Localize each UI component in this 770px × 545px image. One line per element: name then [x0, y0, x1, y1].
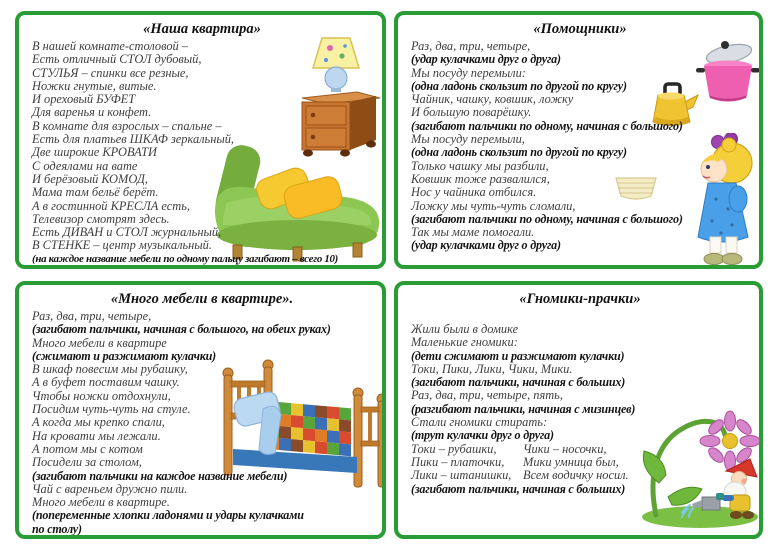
- poem-line: Токи, Пики, Лики, Чики, Мики.: [411, 361, 573, 376]
- poem-line: Есть отличный СТОЛ дубовый,: [32, 52, 202, 67]
- poem-line: Есть для платьев ШКАФ зеркальный,: [32, 132, 235, 147]
- poem-line: Ножки гнутые, витые.: [32, 78, 157, 93]
- poem-line: Мы посуду перемыли:: [411, 65, 526, 80]
- poem-line: Мы посуду перемыли,: [411, 132, 525, 147]
- instruction-line: (загибают пальчики, начиная с большого, на обеих руках): [32, 322, 331, 337]
- poem-line: Только чашку мы разбили,: [411, 158, 549, 173]
- poem-line: Так мы маме помогали.: [411, 225, 535, 240]
- instruction-line: (загибают пальчики по одному, начиная с большого): [411, 211, 683, 226]
- instruction-line: (сжимают и разжимают кулачки): [32, 348, 216, 363]
- poem-line: Для варенья и конфет.: [32, 105, 152, 120]
- poem-line: Телевизор смотрят здесь.: [32, 211, 170, 226]
- instruction-line: (загибают пальчики, начиная с больших): [411, 375, 626, 390]
- instruction-line: (загибают пальчики по одному, начиная с большого): [411, 118, 683, 133]
- poem-line: Много мебели в квартире: [32, 335, 167, 350]
- poem-line: Чтобы ножки отдохнули,: [32, 388, 171, 403]
- poem-line: Лики – штанишки,: [411, 468, 512, 483]
- poem-line: Стали гномики стирать:: [411, 415, 548, 430]
- poem-line: Посидели за столом,: [32, 455, 142, 470]
- card-pomoshchniki: [394, 11, 763, 269]
- instruction-line: (на каждое название мебели по одному пальцу загибают – всего 10): [32, 252, 339, 265]
- gnome-names-columns: [411, 443, 749, 483]
- poem-lines: [32, 310, 372, 536]
- card-title: «Гномики-прачки»: [519, 291, 641, 307]
- card-gnomiki-prachki: [394, 281, 763, 539]
- instruction-line: (удар кулачками друг о друга): [411, 238, 561, 253]
- poem-line: Жили были в домике: [411, 322, 519, 336]
- instruction-line: по столу): [32, 521, 82, 536]
- poem-line: И ореховый БУФЕТ: [32, 92, 136, 107]
- instruction-line: (одна ладонь скользит по другой по кругу): [411, 145, 627, 160]
- poem-line: Много мебели в квартире.: [32, 495, 170, 510]
- poem-line: Раз, два, три, четыре, пять,: [411, 388, 563, 403]
- poem-line: Чики – носочки,: [523, 441, 607, 456]
- poem-line: Раз, два, три, четыре,: [32, 309, 152, 323]
- poem-line: Посидим чуть-чуть на стуле.: [32, 402, 191, 417]
- instruction-line: (попеременные хлопки ладонями и удары кулачками: [32, 508, 304, 523]
- card-title: «Помощники»: [533, 21, 627, 37]
- poem-line: СТУЛЬЯ – спинки все резные,: [32, 65, 189, 80]
- poem-line: Ковшик тоже развалился,: [411, 171, 550, 186]
- poem-line: Нос у чайника отбился.: [411, 185, 537, 200]
- instruction-line: (трут кулачки друг о друга): [411, 428, 554, 443]
- poem-line: И большую поварёшку.: [411, 105, 532, 120]
- poem-line: И берёзовый КОМОД,: [32, 171, 148, 186]
- poem-line: Есть ДИВАН и СТОЛ журнальный,: [32, 225, 222, 240]
- poem-line: А в буфет поставим чашку.: [32, 375, 180, 390]
- instruction-line: (загибают пальчики, начиная с больших): [411, 481, 626, 496]
- poem-line: Всем водичку носил.: [523, 468, 629, 483]
- poem-line: В нашей комнате-столовой –: [32, 39, 189, 53]
- card-title: «Много мебели в квартире».: [110, 291, 294, 307]
- instruction-line: (удар кулачками друг о друга): [411, 52, 561, 67]
- poem-line: А когда мы крепко спали,: [32, 415, 165, 430]
- poem-lines: [411, 40, 749, 253]
- instruction-line: (загибают пальчики на каждое название мебели): [32, 468, 288, 483]
- poem-line: Маленькие гномики:: [411, 335, 518, 350]
- card-mnogo-mebeli: [15, 281, 386, 539]
- poem-line: Чай с вареньем дружно пили.: [32, 481, 188, 496]
- poem-line: Чайник, чашку, ковшик, ложку: [411, 92, 574, 107]
- gnome-names-left: [411, 443, 523, 483]
- poem-lines: [411, 323, 749, 443]
- poem-line: На кровати мы лежали.: [32, 428, 161, 443]
- instruction-line: (дети сжимают и разжимают кулачки): [411, 348, 625, 363]
- poem-line: Раз, два, три, четыре,: [411, 39, 531, 53]
- poem-line: А потом мы с котом: [32, 441, 143, 456]
- poem-line: А в гостинной КРЕСЛА есть,: [32, 198, 190, 213]
- instruction-line: (разгибают пальчики, начиная с мизинцев): [411, 401, 636, 416]
- poem-line: В СТЕНКЕ – центр музыкальный.: [32, 238, 212, 253]
- poem-line: Мама там бельё берёт.: [32, 185, 159, 200]
- card-title: «Наша квартира»: [143, 21, 261, 37]
- poem-line: Мики умница был,: [523, 454, 619, 469]
- poem-line: С одеялами на вате: [32, 158, 138, 173]
- gnome-names-right: [523, 443, 629, 483]
- poem-line: Токи – рубашки,: [411, 441, 497, 456]
- poem-line: Две широкие КРОВАТИ: [32, 145, 158, 160]
- poem-line: В шкаф повесим мы рубашку,: [32, 362, 188, 377]
- poem-line: Пики – платочки,: [411, 454, 505, 469]
- poem-line: В комнате для взрослых – спальне –: [32, 118, 222, 133]
- poem-lines: [32, 40, 372, 266]
- poem-line: Ложку мы чуть-чуть сломали,: [411, 198, 576, 213]
- instruction-line: (одна ладонь скользит по другой по кругу): [411, 78, 627, 93]
- card-nasha-kvartira: [15, 11, 386, 269]
